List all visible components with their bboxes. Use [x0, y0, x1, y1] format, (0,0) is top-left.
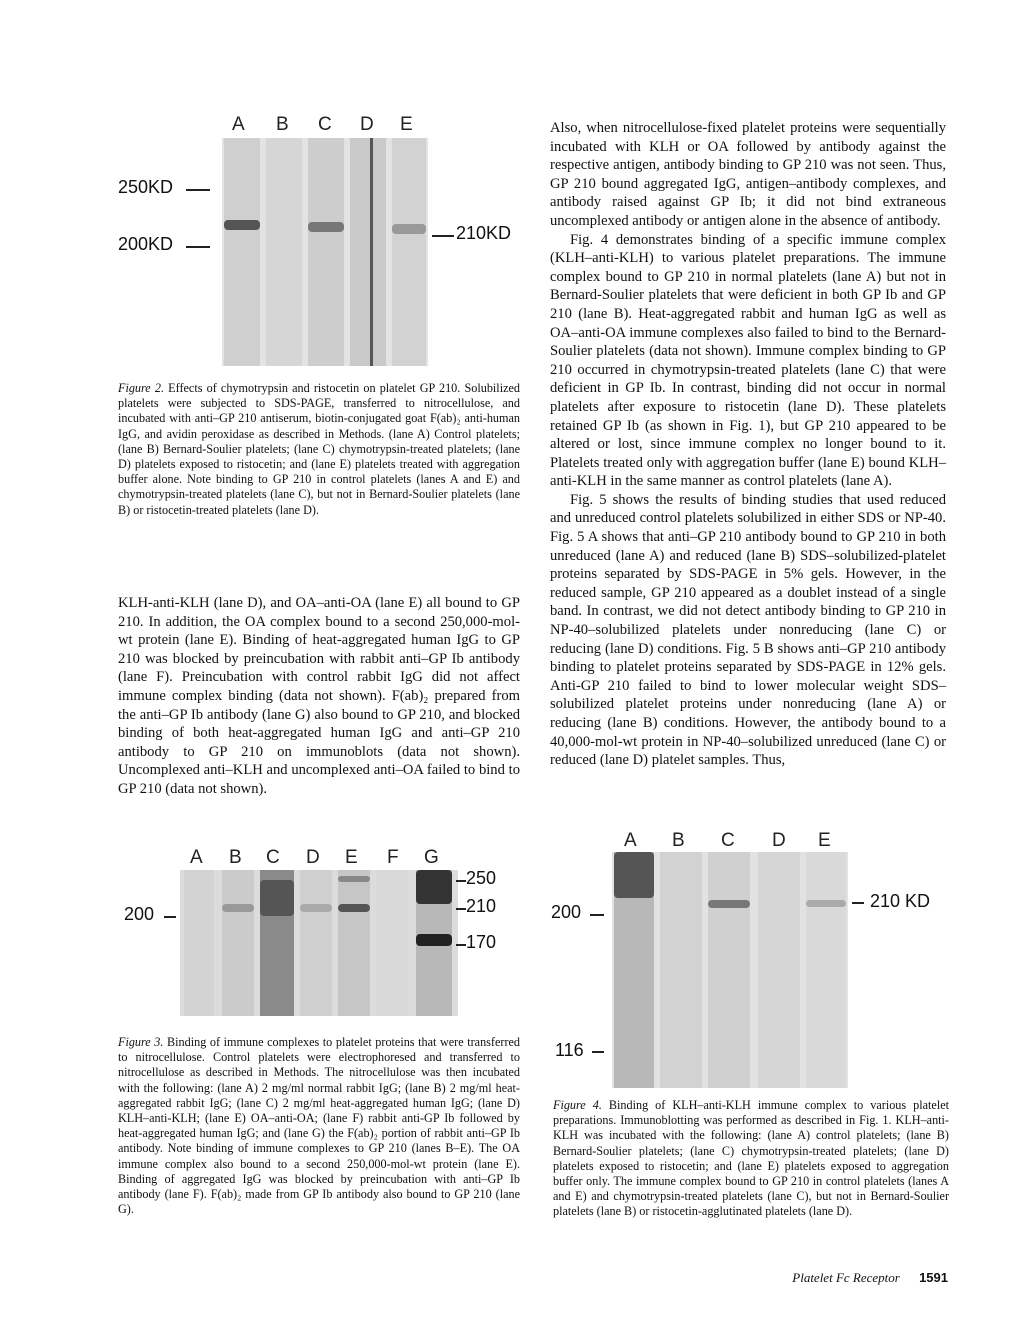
caption-label: Figure 3. [118, 1035, 164, 1049]
lane-label: A [232, 114, 245, 135]
marker-label: 210 KD [870, 891, 931, 911]
marker-tick [456, 880, 466, 882]
blot-band [224, 220, 260, 230]
figure-4-blot [612, 852, 848, 1088]
marker-label: 170 [466, 932, 497, 952]
marker-200 [551, 902, 581, 923]
marker-label: 250 [466, 868, 497, 888]
marker-tick [164, 916, 176, 918]
marker-200kd [118, 234, 173, 255]
blot-lane [260, 870, 294, 1016]
marker-tick [186, 246, 210, 248]
marker-tick [456, 908, 466, 910]
marker-170 [466, 932, 496, 953]
marker-label: 210 [466, 896, 497, 916]
blot-lane [614, 852, 654, 1088]
blot-lane [338, 870, 370, 1016]
blot-lane [376, 870, 408, 1016]
page-number: 1591 [919, 1270, 948, 1285]
marker-210kd [870, 891, 930, 912]
caption-text: Effects of chymotrypsin and ristocetin on platelet GP 210. Solubilized platelets were subjected to SDS-PAGE, transferred to nitrocellulose, and incubated with anti–GP 210 antiserum, biotin-conjugated goat F(ab)₂ anti-human IgG, and avidin peroxidase as described in Methods. (lane A) Control platelets; (lane B) Bernard-Soulier platelets; (lane C) chymotrypsin-treated platelets; (lane D) platelets exposed to ristocetin; and (lane E) platelets treated with aggregation buffer alone. Note binding to GP 210 in control platelets (lanes A and E) and chymotrypsin-treated platelets (lane C), but not in Bernard-Soulier platelets (lane B) or ristocetin-treated platelets (lane D). [118, 381, 520, 517]
blot-lane [392, 138, 426, 366]
paragraph: Fig. 4 demonstrates binding of a specific immune complex (KLH–anti-KLH) to various platelet preparations. The immune complex bound to GP 210 in normal platelets (lane A) but not in Bernard-Soulier platelets that were deficient in both GP Ib and GP 210 (lane B). Heat-aggregated rabbit and human IgG as well as OA–anti-OA immune complexes also failed to bind to the Bernard-Soulier platelets (data not shown). Immune complex binding to GP 210 occurred in chymotrypsin-treated platelets (lane C) that were deficient in GP Ib. In contrast, binding did not occur in normal platelets after exposure to ristocetin (lane D). These platelets retained GP Ib (as shown in Fig. 1), but GP 210 appeared to be altered or lost, since immune complex no longer bound to it. Platelets treated only with aggregation buffer (lane E) bound KLH–anti-KLH in the same manner as control platelets (lane A). [550, 231, 946, 490]
blot-lane [184, 870, 214, 1016]
marker-label: 200 [551, 902, 582, 922]
lane-label: F [387, 847, 399, 868]
marker-116 [555, 1040, 584, 1061]
caption-text: Binding of immune complexes to platelet proteins that were transferred to nitrocellulose. Control platelets were electrophoresed and transferred to nitrocellulose as described in Methods. The nitrocellulose was then incubated with the following: (lane A) 2 mg/ml normal rabbit IgG; (lane B) 2 mg/ml heat-aggregated rabbit IgG; (lane C) 2 mg/ml heat-aggregated human IgG; (lane D) KLH–anti-KLH; (lane E) OA–anti-OA; (lane F) rabbit anti-GP Ib followed by heat-aggregated human IgG; and (lane G) the F(ab)₂ portion of rabbit anti–GP Ib antibody. Note binding of immune complexes to GP 210 (lanes B–E). The OA immune complex also bound to a second 250,000-mol-wt protein (lane E). Binding of aggregated IgG was blocked by preincubation with anti–GP Ib antibody (lane F). F(ab)₂ made from GP Ib antibody also bound to GP 210 (lane G). [118, 1035, 520, 1217]
marker-tick [852, 902, 864, 904]
caption-label: Figure 4. [553, 1098, 602, 1112]
lane-label: B [229, 847, 242, 868]
blot-lane [416, 870, 452, 1016]
marker-tick [592, 1051, 604, 1053]
blot-band [416, 934, 452, 946]
paragraph: KLH-anti-KLH (lane D), and OA–anti-OA (lane E) all bound to GP 210. In addition, the OA complex bound to a second 250,000-mol-wt protein (lane E). Binding of heat-aggregated human IgG to GP 210 was blocked by preincubation with rabbit anti–GP Ib antibody (lane F). Preincubation with control rabbit IgG did not affect immune complex binding (data not shown). F(ab)₂ prepared from the anti–GP Ib antibody (lane G) also bound to GP 210, and blocked binding of both heat-aggregated human IgG and anti–GP 210 antibody to GP 210 on immunoblots (data not shown). Uncomplexed anti–KLH and uncomplexed anti–OA failed to bind to GP 210 (data not shown). [118, 595, 520, 797]
blot-band [308, 222, 344, 232]
marker-label: 250KD [118, 177, 174, 197]
blot-band [614, 852, 654, 898]
blot-band [806, 900, 846, 907]
caption-label: Figure 2. [118, 381, 165, 395]
blot-band [222, 904, 254, 912]
lane-label: D [306, 847, 320, 868]
left-column-text [118, 594, 520, 799]
marker-210kd [456, 223, 511, 244]
blot-band [260, 880, 294, 916]
lane-label: C [266, 847, 280, 868]
figure-4-caption [553, 1098, 949, 1220]
blot-band [300, 904, 332, 912]
marker-label: 116 [555, 1040, 584, 1060]
blot-lane [350, 138, 386, 366]
lane-label: B [276, 114, 289, 135]
lane-label: E [400, 114, 413, 135]
lane-label: G [424, 847, 439, 868]
lane-label: C [721, 830, 735, 851]
lane-label: C [318, 114, 332, 135]
lane-label: E [818, 830, 831, 851]
marker-250kd [118, 177, 173, 198]
blot-lane [758, 852, 800, 1088]
blot-band [338, 876, 370, 882]
blot-lane [224, 138, 260, 366]
page-footer [700, 1270, 948, 1286]
lane-label: D [360, 114, 374, 135]
marker-label: 210KD [456, 223, 512, 243]
blot-lane [222, 870, 254, 1016]
lane-streak [370, 138, 373, 366]
blot-lane [266, 138, 302, 366]
blot-lane [308, 138, 344, 366]
figure-3-caption [118, 1035, 520, 1217]
marker-tick [456, 944, 466, 946]
marker-200 [124, 904, 154, 925]
marker-210 [466, 896, 496, 917]
blot-band [708, 900, 750, 908]
marker-label: 200KD [118, 234, 174, 254]
paragraph: Also, when nitrocellulose-fixed platelet proteins were sequentially incubated with KLH or OA followed by antibody against the respective antigen, antibody binding to GP 210 was not seen. Thus, GP 210 bound aggregated IgG, antigen–antibody complexes, and antibody raised against GP Ib; it did not bind extraneous uncomplexed antibody or antigen alone in the absence of antibody. [550, 120, 946, 229]
paragraph: Fig. 5 shows the results of binding studies that used reduced and unreduced control platelets solubilized in either SDS or NP-40. Fig. 5 A shows that anti–GP 210 antibody bound to GP 210 in both unreduced (lane A) and reduced (lane B) SDS–solubilized-platelet proteins separated by SDS-PAGE in 5% gels. However, in the reduced sample, GP 210 appeared as a doublet instead of a single band. In contrast, we did not detect antibody binding to GP 210 in NP-40–solubilized platelets under nonreducing (lane C) or reducing (lane D) conditions. Fig. 5 B shows anti–GP 210 antibody binding to platelet proteins separated by SDS-PAGE in 12% gels. Anti-GP 210 failed to bind to lower molecular weight SDS–solubilized platelet proteins under nonreducing (lane A) or reducing (lane B) conditions. However, the antibody bound to a 40,000-mol-wt protein in NP-40–solubilized unreduced (lane C) or reduced (lane D) platelet samples. Thus, [550, 491, 946, 769]
running-title: Platelet Fc Receptor [792, 1270, 900, 1285]
marker-250 [466, 868, 496, 889]
lane-label: A [190, 847, 203, 868]
blot-band [392, 224, 426, 234]
marker-label: 200 [124, 904, 155, 924]
blot-lane [660, 852, 702, 1088]
marker-tick [186, 189, 210, 191]
figure-3-blot [180, 870, 458, 1016]
blot-lane [300, 870, 332, 1016]
blot-lane [806, 852, 846, 1088]
blot-band [338, 904, 370, 912]
figure-2-caption [118, 381, 520, 518]
right-column-text [550, 119, 946, 770]
lane-label: A [624, 830, 637, 851]
blot-lane [708, 852, 750, 1088]
caption-text: Binding of KLH–anti-KLH immune complex to various platelet preparations. Immunoblotting was performed as described in Fig. 1. KLH–anti-KLH was incubated with the following: (lane A) control platelets; (lane B) Bernard-Soulier platelets; (lane C) chymotrypsin-treated platelets; (lane D) platelets exposed to ristocetin; and (lane E) platelets exposed to aggregation buffer only. The immune complex bound to GP 210 in control platelets (lanes A and E) and chymotrypsin-treated platelets (lane C), but not in Bernard-Soulier platelets (lane B) or ristocetin-agglutinated platelets (lane D). [553, 1098, 950, 1219]
lane-label: D [772, 830, 786, 851]
marker-tick [590, 914, 604, 916]
figure-2-blot [222, 138, 428, 366]
lane-label: E [345, 847, 358, 868]
lane-label: B [672, 830, 685, 851]
marker-tick [432, 235, 454, 237]
blot-band [416, 870, 452, 904]
